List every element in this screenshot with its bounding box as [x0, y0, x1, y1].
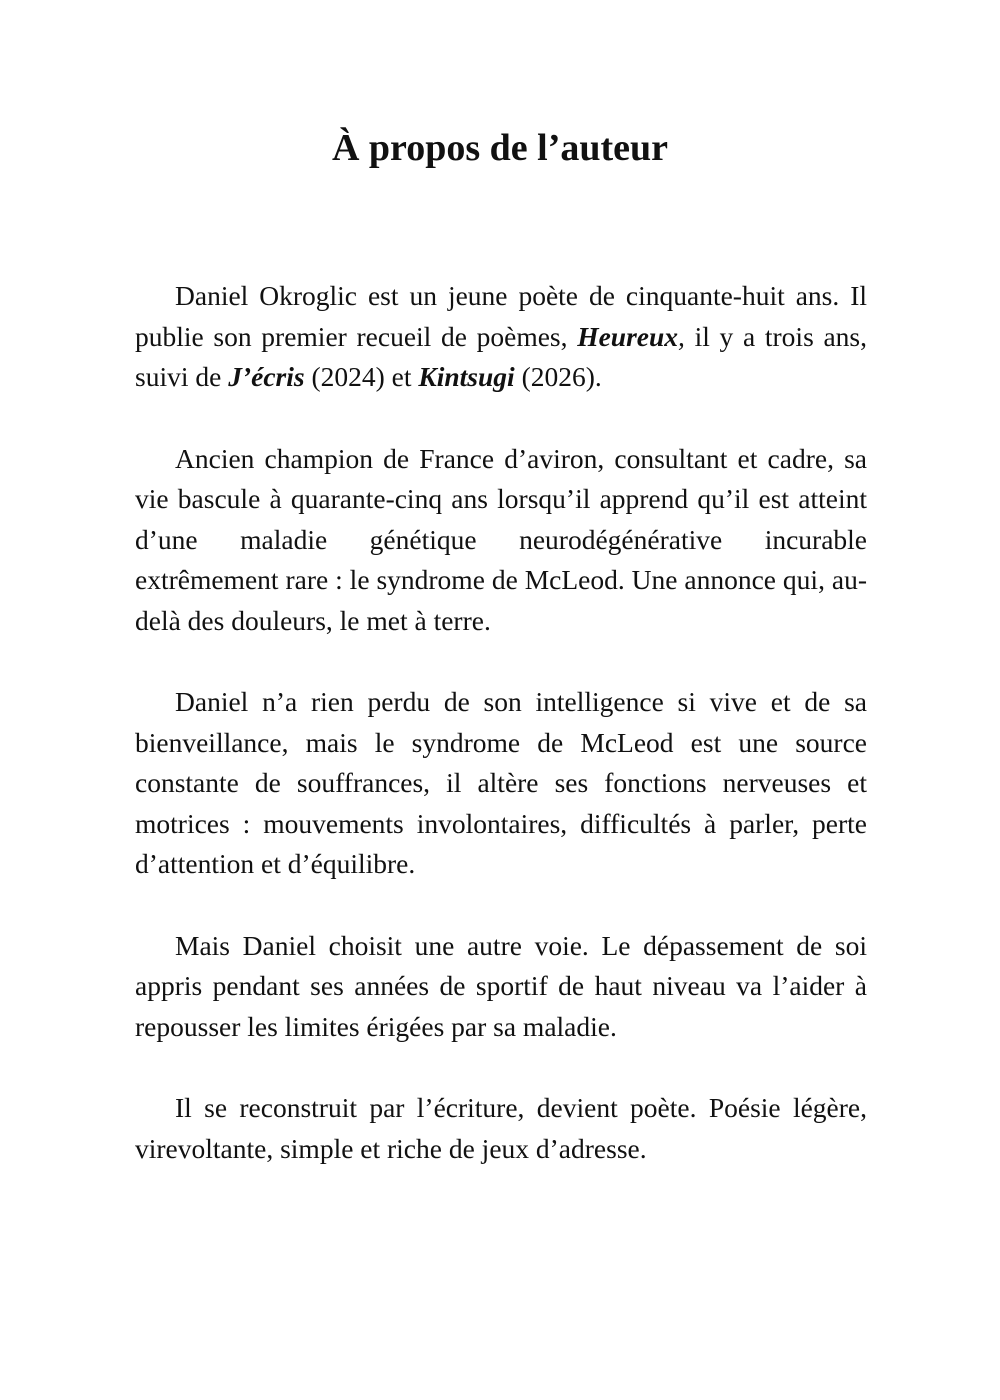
- paragraph-1-comma: ,: [678, 320, 685, 352]
- paragraph-5: Il se reconstruit par l’écriture, devient poète. Poésie légère, virevoltante, simple et riche de jeux d’adresse.: [135, 1092, 867, 1164]
- book-title-heureux: Heureux: [577, 320, 679, 352]
- paragraph-3: Daniel n’a rien perdu de son intelligence si vive et de sa bienveillance, mais le syndrome de McLeod est une source constante de souffrances, il altère ses fonctions nerveuses et motrices : mouvements involontaires, difficultés à parler, perte d’attention et d’équilibre.: [135, 686, 867, 879]
- paragraph-4: Mais Daniel choisit une autre voie. Le dépassement de soi appris pendant ses années de sportif de haut niveau va l’aider à repousser les limites érigées par sa maladie.: [135, 929, 867, 1042]
- paragraph-1: [135, 276, 867, 398]
- paragraph-1-text-d: (2026).: [514, 361, 602, 392]
- book-title-jecris: J’écris: [228, 361, 305, 392]
- paragraph-1-text-a: Daniel Okroglic est un jeune poète de cinquante-huit ans. Il publie son premier recueil de poèmes,: [135, 280, 867, 352]
- book-title-kintsugi: Kintsugi: [418, 361, 515, 392]
- paragraph-1-text-c: (2024) et: [304, 361, 419, 392]
- author-bio: [135, 276, 867, 1210]
- page-title: À propos de l’auteur: [331, 127, 669, 169]
- paragraph-2: Ancien champion de France d’aviron, consultant et cadre, sa vie bascule à quarante-cinq ans lorsqu’il apprend qu’il est atteint d’une maladie génétique neurodégénérative incurable extrêmement rare : le syndrome de McLeod. Une annonce qui, au-delà des douleurs, le met à terre.: [135, 442, 867, 636]
- paragraph-1-text-b: il y a trois ans, suivi de: [135, 320, 867, 392]
